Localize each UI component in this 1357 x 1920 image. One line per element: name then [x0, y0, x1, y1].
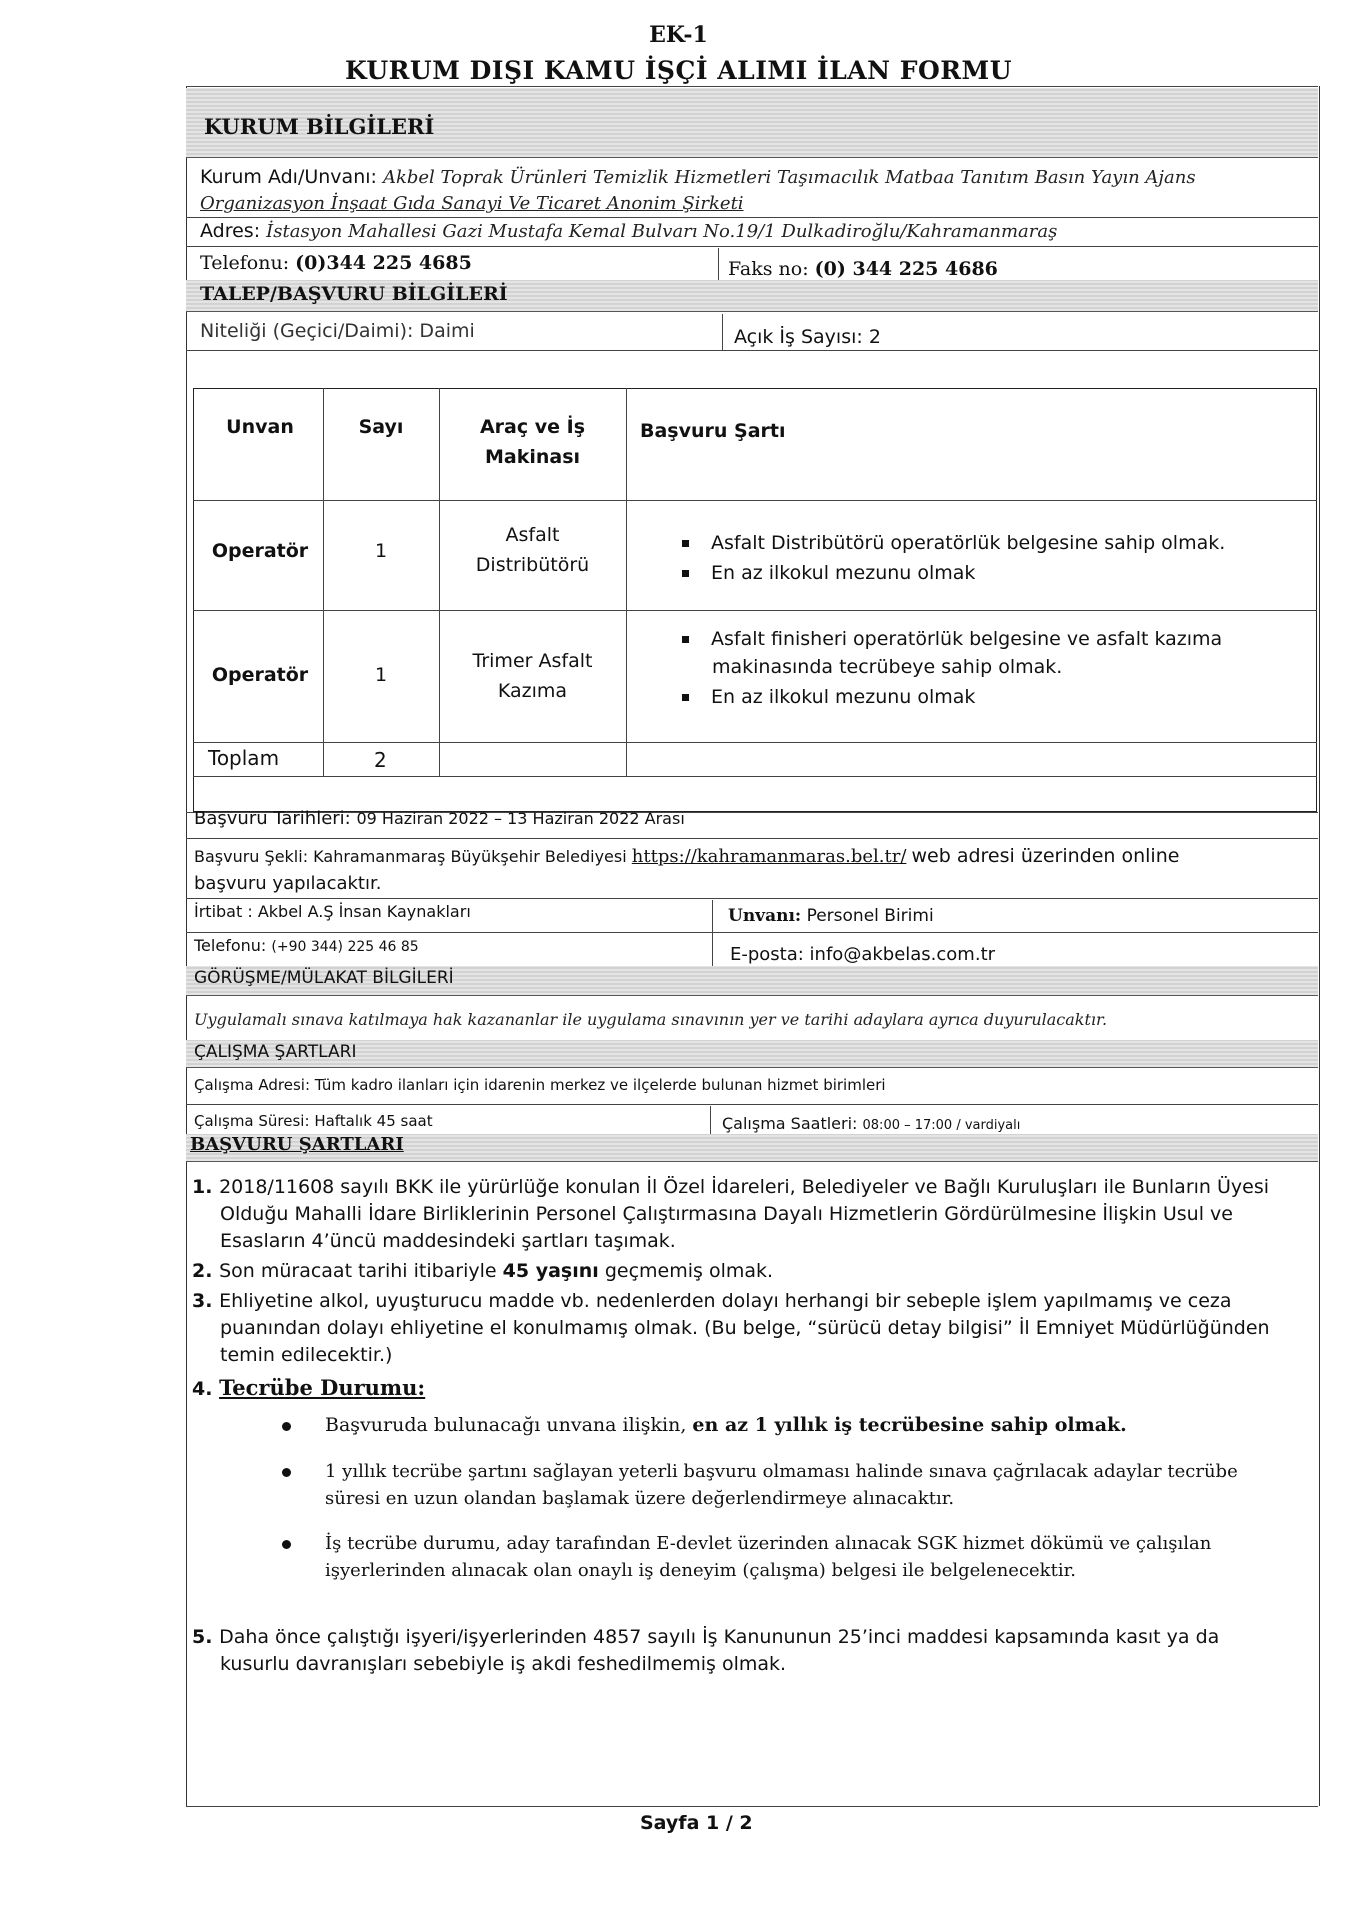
- req3-line1: Ehliyetine alkol, uyuşturucu madde vb. nedenlerden dolayı herhangi bir sebeple işlem yapılmamış ve ceza: [219, 1290, 1232, 1312]
- calisma-hours-label: Çalışma Saatleri:: [722, 1114, 858, 1133]
- calisma-hours-value: 08:00 – 17:00 / vardiyalı: [862, 1118, 1021, 1133]
- row1-sayi: 1: [374, 540, 388, 562]
- divider: [722, 314, 723, 350]
- req4-bullet2: [282, 1458, 1238, 1512]
- header-arac-line2: Makinası: [484, 446, 581, 468]
- page-number: Sayfa 1 / 2: [640, 1812, 753, 1834]
- round-bullet-icon: [282, 1468, 291, 1477]
- requirement-5: 5. Daha önce çalıştığı işyeri/işyerlerinden 4857 sayılı İş Kanununun 25’inci maddesi kapsamında kasıt ya da kusurlu davranışları sebebiyle iş akdi feshedilmemiş olmak.: [192, 1624, 1219, 1678]
- basvuru-dates: [194, 808, 685, 829]
- gorusme-section-title: GÖRÜŞME/MÜLAKAT BİLGİLERİ: [194, 968, 454, 988]
- kurum-phone-label: Telefonu:: [200, 252, 290, 274]
- req1-line2: Olduğu Mahalli İdare Birliklerinin Personel Çalıştırmasına Dayalı Hizmetlerin Gördürülmesine İlişkin Usul ve: [220, 1203, 1233, 1225]
- basvuru-dates-value: 09 Haziran 2022 – 13 Haziran 2022 Arası: [356, 809, 685, 828]
- square-bullet-icon: [682, 570, 689, 577]
- calisma-address-label: Çalışma Adresi:: [194, 1076, 311, 1094]
- square-bullet-icon: [682, 694, 689, 701]
- contact-title: [728, 906, 934, 926]
- req2-a: Son müracaat tarihi itibariyle: [219, 1260, 497, 1282]
- row2-sayi: 1: [374, 664, 388, 686]
- row2-req1b: makinasında tecrübeye sahip olmak.: [712, 656, 1063, 678]
- kurum-name-line2: Organizasyon İnşaat Gıda Sanayi Ve Ticaret Anonim Şirketi: [200, 193, 744, 214]
- divider: [712, 900, 713, 966]
- kurum-section-title: KURUM BİLGİLERİ: [204, 114, 435, 139]
- kurum-address-label: Adres:: [200, 220, 261, 242]
- contact-phone-label: Telefonu:: [194, 936, 267, 955]
- divider: [186, 217, 1318, 218]
- row1-arac: [441, 520, 624, 580]
- top-border: [186, 86, 1318, 87]
- req4-b2-line1: 1 yıllık tecrübe şartını sağlayan yeterli başvuru olmaması halinde sınava çağrılacak adaylar tecrübe: [325, 1461, 1238, 1482]
- req5-line1: Daha önce çalıştığı işyeri/işyerlerinden 4857 sayılı İş Kanununun 25’inci maddesi kapsamında kasıt ya da: [219, 1626, 1220, 1648]
- round-bullet-icon: [282, 1540, 291, 1549]
- row1-req2: [682, 562, 975, 584]
- divider: [186, 898, 1318, 899]
- req3-line2: puanından dolayı ehliyetine el konulmamış olmak. (Bu belge, “sürücü detay bilgisi” İl Emniyet Müdürlüğünden: [220, 1317, 1270, 1339]
- gorusme-text: Uygulamalı sınava katılmaya hak kazananlar ile uygulama sınavının yer ve tarihi adaylara ayrıca duyurulacaktır.: [194, 1010, 1108, 1029]
- req4-title: Tecrübe Durumu:: [219, 1375, 426, 1400]
- row2-req2: [682, 686, 975, 708]
- requirement-1: [192, 1174, 1312, 1255]
- row1-req2-text: En az ilkokul mezunu olmak: [711, 562, 976, 584]
- row2-req1a-text: Asfalt finisheri operatörlük belgesine ve asfalt kazıma: [711, 628, 1223, 650]
- row2-arac-line2: Kazıma: [497, 680, 568, 702]
- kurum-fax-label: Faks no:: [728, 258, 809, 280]
- row2-req2-text: En az ilkokul mezunu olmak: [711, 686, 976, 708]
- basvuru-method-b: web adresi üzerinden online: [911, 845, 1180, 867]
- req1-line1: 2018/11608 sayılı BKK ile yürürlüğe konulan İl Özel İdareleri, Belediyeler ve Bağlı Kuruluşları ile Bunların Üyesi: [219, 1176, 1270, 1198]
- kurum-address: [200, 220, 1057, 242]
- contact-title-value: Personel Birimi: [806, 906, 934, 926]
- req4-b2-line2: süresi en uzun olandan başlamak üzere değerlendirmeye alınacaktır.: [325, 1488, 955, 1509]
- divider: [186, 1104, 1318, 1105]
- square-bullet-icon: [682, 540, 689, 547]
- req1-line3: Esasların 4’üncü maddesindeki şartları taşımak.: [220, 1230, 676, 1252]
- req4-b3-line1: İş tecrübe durumu, aday tarafından E-devlet üzerinden alınacak SGK hizmet dökümü ve çalışılan: [325, 1533, 1212, 1554]
- kurum-phone-value: (0)344 225 4685: [295, 252, 472, 274]
- row1-arac-line1: Asfalt: [505, 524, 560, 546]
- kurum-fax: [728, 258, 998, 280]
- bottom-border: [186, 1806, 1318, 1807]
- total-label: Toplam: [208, 746, 280, 770]
- req2-b: 45 yaşını: [502, 1260, 599, 1282]
- divider: [193, 500, 1317, 501]
- header-arac: [441, 412, 624, 472]
- contact-phone: [194, 936, 419, 955]
- contact-label: İrtibat :: [194, 902, 253, 921]
- divider: [193, 610, 1317, 611]
- contact-value: Akbel A.Ş İnsan Kaynakları: [257, 902, 471, 921]
- calisma-duration-value: Haftalık 45 saat: [314, 1112, 433, 1130]
- requirement-3: 3. Ehliyetine alkol, uyuşturucu madde vb. nedenlerden dolayı herhangi bir sebeple işlem yapılmamış ve ceza puanından dolayı ehliyetine el konulmamış olmak. (Bu belge, “sürücü detay bilgisi” İl Emniyet Müdürlüğünden temin edilecektir.): [192, 1288, 1270, 1369]
- header-arac-line1: Araç ve İş: [479, 416, 586, 438]
- calisma-duration-label: Çalışma Süresi:: [194, 1112, 310, 1130]
- req4-b3-line2: işyerlerinden alınacak olan onaylı iş deneyim (çalışma) belgesi ile belgelenecektir.: [325, 1560, 1076, 1581]
- basvuru-method-label: Başvuru Şekli:: [194, 847, 309, 866]
- calisma-duration: [194, 1112, 433, 1130]
- req4-bullet3: [282, 1530, 1211, 1584]
- contact-phone-value: (+90 344) 225 46 85: [271, 939, 419, 955]
- basvuru-method-c: başvuru yapılacaktır.: [194, 873, 382, 894]
- divider: [323, 388, 324, 776]
- req4-b1-a: Başvuruda bulunacağı unvana ilişkin,: [325, 1414, 687, 1436]
- req4-b1-b: en az 1 yıllık iş tecrübesine sahip olmak.: [692, 1414, 1127, 1436]
- header-sart: Başvuru Şartı: [640, 420, 786, 442]
- divider: [626, 388, 627, 776]
- talep-nature: Niteliği (Geçici/Daimi): Daimi: [200, 320, 475, 342]
- contact-email[interactable]: E-posta: info@akbelas.com.tr: [730, 944, 996, 965]
- divider: [186, 350, 1318, 351]
- divider: [186, 932, 1318, 933]
- kurum-address-value: İstasyon Mahallesi Gazi Mustafa Kemal Bulvarı No.19/1 Dulkadiroğlu/Kahramanmaraş: [266, 221, 1058, 242]
- divider: [193, 776, 1317, 777]
- row2-req1a: [682, 628, 1222, 650]
- talep-section-title: TALEP/BAŞVURU BİLGİLERİ: [200, 283, 508, 305]
- basvuru-method: [194, 845, 1179, 867]
- row2-unvan: Operatör: [211, 664, 309, 686]
- divider: [439, 388, 440, 776]
- header-sayi: Sayı: [358, 416, 404, 438]
- calisma-hours: [722, 1114, 1020, 1133]
- divider: [186, 246, 1318, 247]
- basvuru-dates-label: Başvuru Tarihleri:: [194, 808, 351, 829]
- kurum-name: [200, 166, 1196, 188]
- header-unvan: Unvan: [226, 416, 294, 438]
- calisma-section-title: ÇALIŞMA ŞARTLARI: [194, 1042, 357, 1062]
- round-bullet-icon: [282, 1422, 291, 1431]
- row1-arac-line2: Distribütörü: [475, 554, 590, 576]
- basvuru-url-link[interactable]: https://kahramanmaras.bel.tr/: [631, 846, 907, 867]
- sartlar-section-title: BAŞVURU ŞARTLARI: [190, 1134, 404, 1155]
- divider: [186, 838, 1318, 839]
- kurum-name-line1: Akbel Toprak Ürünleri Temizlik Hizmetleri Taşımacılık Matbaa Tanıtım Basın Yayın Ajans: [382, 167, 1196, 188]
- req5-line2: kusurlu davranışları sebebiyle iş akdi feshedilmemiş olmak.: [220, 1653, 787, 1675]
- form-title: KURUM DIŞI KAMU İŞÇİ ALIMI İLAN FORMU: [345, 56, 1012, 85]
- row1-unvan: Operatör: [211, 540, 309, 562]
- row2-arac-line1: Trimer Asfalt: [472, 650, 593, 672]
- square-bullet-icon: [682, 636, 689, 643]
- talep-open-positions: Açık İş Sayısı: 2: [734, 326, 881, 348]
- req-number: 1.: [192, 1176, 220, 1198]
- req2-c: geçmemiş olmak.: [604, 1260, 774, 1282]
- contact-title-label: Unvanı:: [728, 906, 802, 926]
- divider: [193, 742, 1317, 743]
- row1-req1: [682, 532, 1225, 554]
- kurum-name-label: Kurum Adı/Unvanı:: [200, 166, 377, 188]
- jobs-table: [193, 388, 1317, 812]
- calisma-address: [194, 1076, 886, 1094]
- req3-line3: temin edilecektir.): [220, 1344, 393, 1366]
- kurum-phone: [200, 252, 472, 274]
- requirement-4-title: 4. Tecrübe Durumu:: [192, 1375, 426, 1400]
- divider: [710, 1106, 711, 1136]
- divider: [718, 248, 719, 282]
- total-value: 2: [374, 748, 387, 772]
- calisma-address-value: Tüm kadro ilanları için idarenin merkez ve ilçelerde bulunan hizmet birimleri: [314, 1076, 886, 1094]
- annex-label: EK-1: [649, 22, 708, 48]
- kurum-fax-value: (0) 344 225 4686: [814, 258, 998, 280]
- contact: [194, 902, 471, 921]
- basvuru-method-a: Kahramanmaraş Büyükşehir Belediyesi: [313, 847, 627, 866]
- row1-req1-text: Asfalt Distribütörü operatörlük belgesine sahip olmak.: [711, 532, 1226, 554]
- row2-arac: [441, 646, 624, 706]
- requirement-2: 2. Son müracaat tarihi itibariyle 45 yaşını geçmemiş olmak.: [192, 1260, 774, 1282]
- req4-bullet1: [282, 1412, 1127, 1439]
